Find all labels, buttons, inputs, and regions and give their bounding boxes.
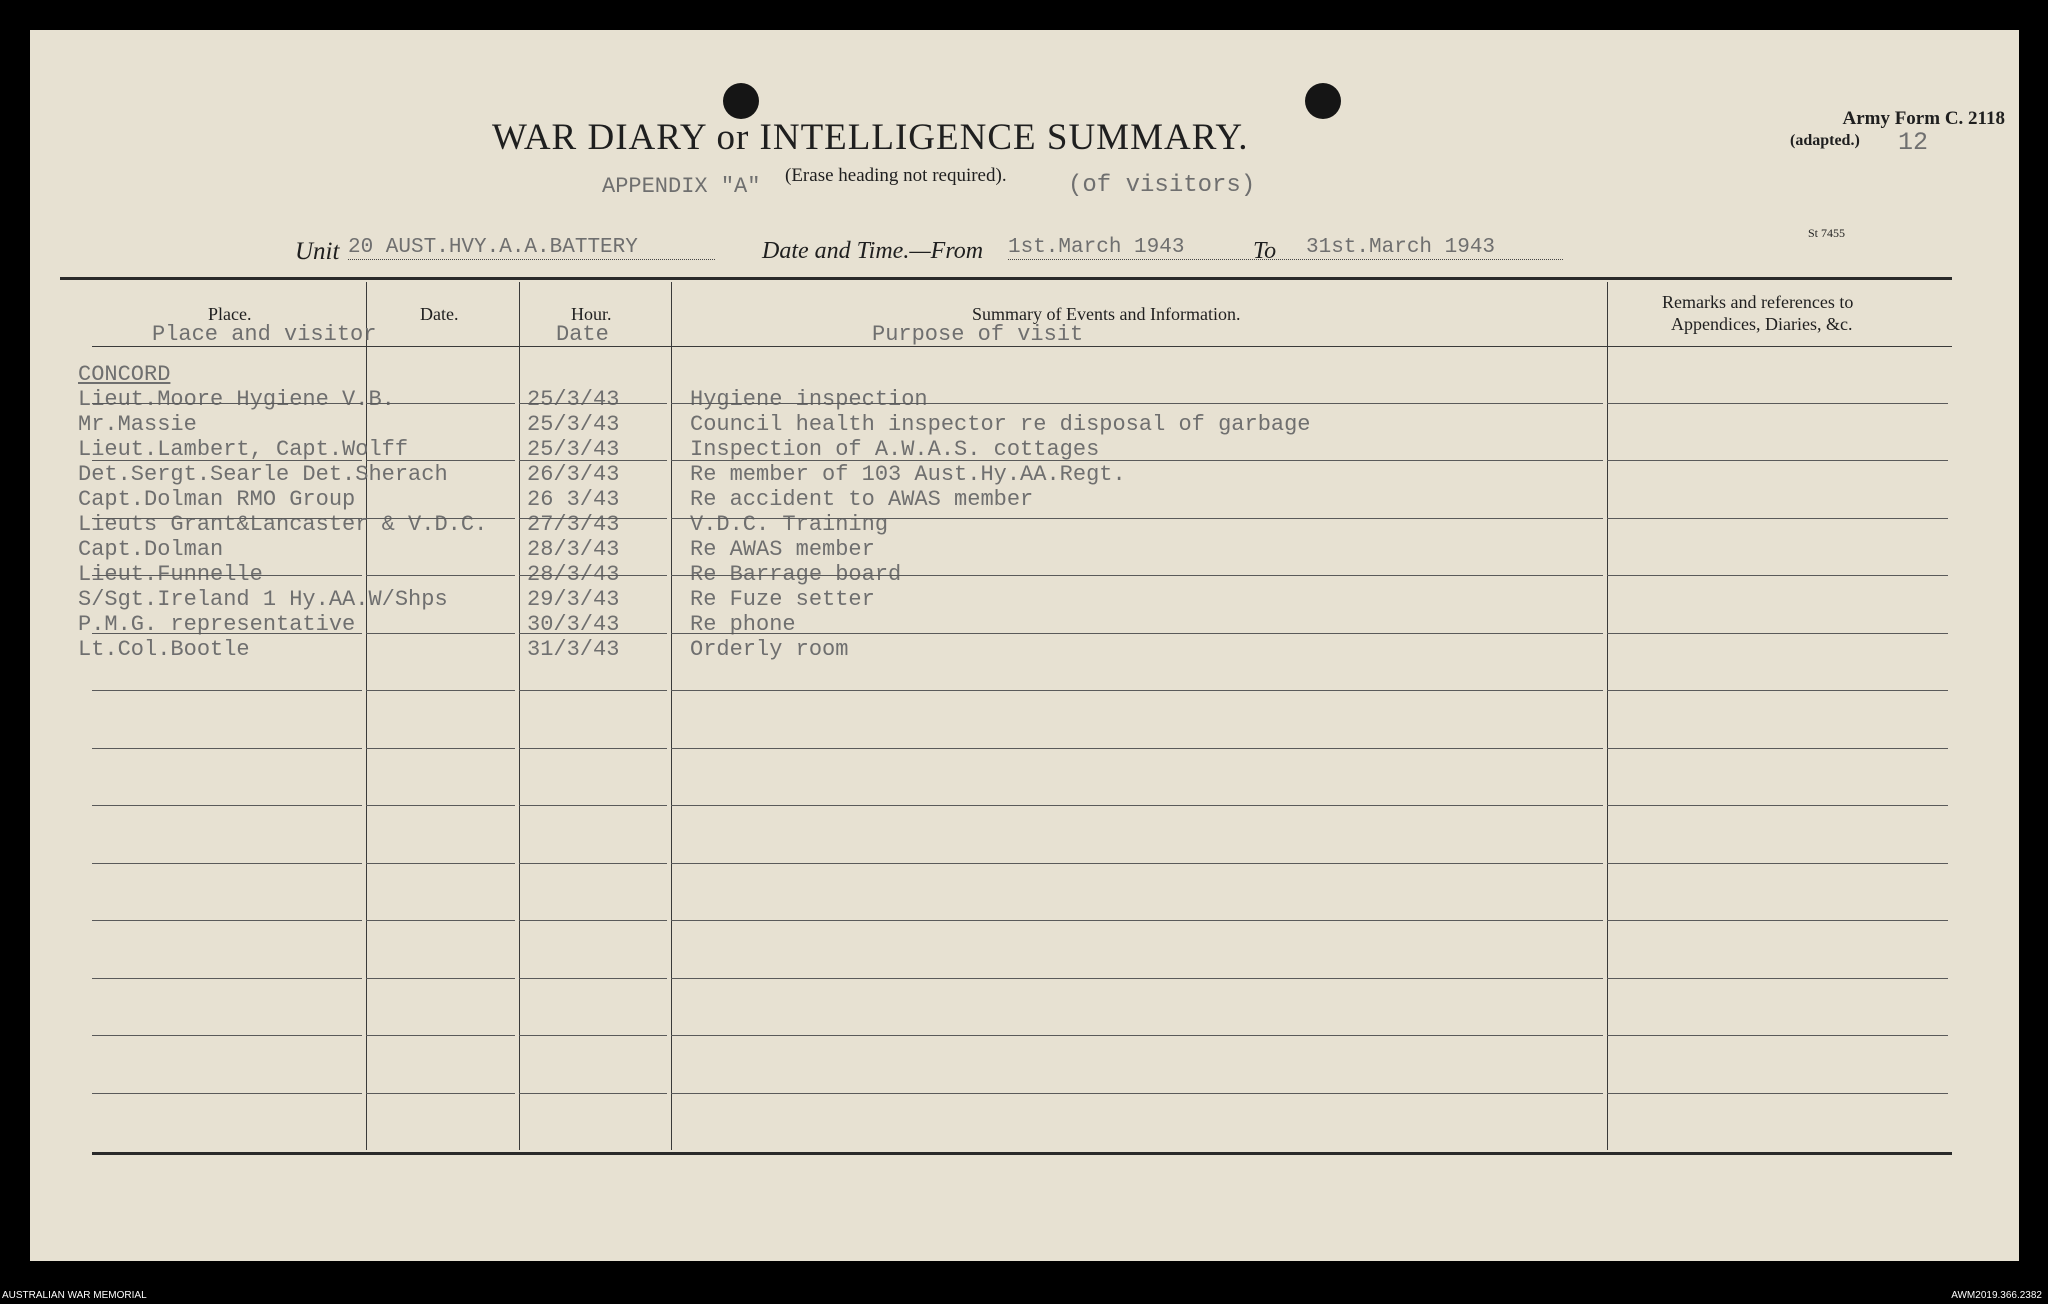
ruled-line <box>92 1035 362 1036</box>
appendix-label: APPENDIX "A" <box>602 174 761 199</box>
column-header-date: Date. <box>420 304 459 324</box>
to-date-value: 31st.March 1943 <box>1306 236 1496 259</box>
ruled-line <box>92 805 362 806</box>
ruled-line <box>92 1093 362 1094</box>
ruled-line <box>92 518 362 519</box>
ruled-line <box>1607 403 1948 404</box>
ruled-line <box>1607 1093 1948 1094</box>
ruled-line <box>519 748 667 749</box>
ruled-line <box>92 920 362 921</box>
ruled-line <box>671 460 1603 461</box>
column-divider-summary <box>1607 282 1608 1150</box>
punch-hole-right <box>1305 83 1341 119</box>
form-adapted-note: (adapted.) <box>1790 132 1860 149</box>
ruled-line <box>366 1035 515 1036</box>
entry-purpose: Re phone <box>690 612 796 637</box>
footer-credit: AUSTRALIAN WAR MEMORIAL <box>2 1290 147 1301</box>
entry-purpose: Inspection of A.W.A.S. cottages <box>690 437 1100 462</box>
ruled-line <box>519 1093 667 1094</box>
column-header-place: Place. <box>208 304 252 324</box>
entry-visitor: Lieut.Lambert, Capt.Wolff <box>78 437 409 462</box>
entry-date: 31/3/43 <box>527 637 620 662</box>
ruled-line <box>1607 518 1948 519</box>
entry-visitor: Det.Sergt.Searle Det.Sherach <box>78 462 448 487</box>
ruled-line <box>1607 863 1948 864</box>
ruled-line <box>92 978 362 979</box>
entry-date: 27/3/43 <box>527 512 620 537</box>
ruled-line <box>1607 575 1948 576</box>
to-label: To <box>1253 238 1277 264</box>
from-date-value: 1st.March 1943 <box>1008 236 1185 259</box>
ruled-line <box>1607 978 1948 979</box>
ruled-line <box>519 863 667 864</box>
date-dotted-rule <box>1008 259 1563 260</box>
ruled-line <box>92 690 362 691</box>
entry-purpose: Re Fuze setter <box>690 587 875 612</box>
entry-purpose: V.D.C. Training <box>690 512 889 537</box>
ruled-line <box>366 460 515 461</box>
column-header-remarks-line2: Appendices, Diaries, &c. <box>1671 314 1853 334</box>
ruled-line <box>519 633 667 634</box>
ruled-line <box>671 518 1603 519</box>
entry-visitor: Lieuts Grant&Lancaster & V.D.C. <box>78 512 488 537</box>
unit-value: 20 AUST.HVY.A.A.BATTERY <box>348 236 638 259</box>
table-bottom-rule <box>92 1152 1952 1155</box>
ruled-line <box>366 1093 515 1094</box>
entry-visitor: Lieut.Moore Hygiene V.B. <box>78 387 395 412</box>
ruled-line <box>366 748 515 749</box>
ruled-line <box>1607 1035 1948 1036</box>
entry-purpose: Council health inspector re disposal of garbage <box>690 412 1311 437</box>
ruled-line <box>366 920 515 921</box>
ruled-line <box>671 1035 1603 1036</box>
page-number: 12 <box>1898 128 1929 157</box>
ruled-line <box>671 403 1603 404</box>
section-heading: CONCORD <box>78 362 171 387</box>
entry-purpose: Re AWAS member <box>690 537 875 562</box>
ruled-line <box>366 978 515 979</box>
entry-date: 25/3/43 <box>527 387 620 412</box>
ruled-line <box>519 460 667 461</box>
unit-label: Unit <box>295 238 340 265</box>
ruled-line <box>519 1035 667 1036</box>
ruled-line <box>92 863 362 864</box>
entry-date: 30/3/43 <box>527 612 620 637</box>
ruled-line <box>1607 690 1948 691</box>
ruled-line <box>671 748 1603 749</box>
entry-visitor: Lt.Col.Bootle <box>78 637 250 662</box>
ruled-line <box>519 690 667 691</box>
ruled-line <box>92 460 362 461</box>
ruled-line <box>366 633 515 634</box>
entry-visitor: P.M.G. representative <box>78 612 356 637</box>
ruled-line <box>519 978 667 979</box>
ruled-line <box>366 863 515 864</box>
ruled-line <box>671 575 1603 576</box>
column-divider-hour <box>671 282 672 1150</box>
ruled-line <box>519 805 667 806</box>
ruled-line <box>92 403 362 404</box>
column-header-summary: Summary of Events and Information. <box>972 304 1241 324</box>
entry-date: 29/3/43 <box>527 587 620 612</box>
ruled-line <box>92 748 362 749</box>
entry-purpose: Re Barrage board <box>690 562 902 587</box>
column-divider-place <box>366 282 367 1150</box>
ruled-line <box>519 518 667 519</box>
ruled-line <box>519 403 667 404</box>
column-header-remarks-line1: Remarks and references to <box>1662 292 1854 312</box>
unit-dotted-rule <box>348 259 715 260</box>
army-form-number: Army Form C. 2118 <box>1842 108 2005 129</box>
typed-header-date: Date <box>556 322 609 347</box>
entry-visitor: Capt.Dolman RMO Group <box>78 487 356 512</box>
erase-note: (Erase heading not required). <box>785 165 1007 186</box>
entry-visitor: Lieut.Funnelle <box>78 562 263 587</box>
entry-date: 26/3/43 <box>527 462 620 487</box>
ruled-line <box>671 690 1603 691</box>
ruled-line <box>1607 633 1948 634</box>
entry-date: 26 3/43 <box>527 487 620 512</box>
date-time-label: Date and Time.—From <box>762 238 984 264</box>
entry-purpose: Orderly room <box>690 637 849 662</box>
form-title: WAR DIARY or INTELLIGENCE SUMMARY. <box>492 117 1249 158</box>
ruled-line <box>671 920 1603 921</box>
entry-visitor: Mr.Massie <box>78 412 197 437</box>
entry-date: 25/3/43 <box>527 437 620 462</box>
footer-accession-number: AWM2019.366.2382 <box>1951 1290 2042 1301</box>
ruled-line <box>1607 748 1948 749</box>
entry-purpose: Hygiene inspection <box>690 387 928 412</box>
ruled-line <box>92 633 362 634</box>
column-header-hour: Hour. <box>571 304 612 324</box>
entry-visitor: Capt.Dolman <box>78 537 224 562</box>
ruled-line <box>1607 805 1948 806</box>
visitors-label: (of visitors) <box>1068 172 1256 199</box>
diary-sheet <box>30 30 2019 1261</box>
table-top-rule <box>60 277 1952 280</box>
ruled-line <box>92 575 362 576</box>
entry-visitor: S/Sgt.Ireland 1 Hy.AA.W/Shps <box>78 587 448 612</box>
ruled-line <box>519 920 667 921</box>
print-code: St 7455 <box>1808 226 1846 240</box>
ruled-line <box>1607 920 1948 921</box>
entry-date: 25/3/43 <box>527 412 620 437</box>
ruled-line <box>671 978 1603 979</box>
ruled-line <box>671 1093 1603 1094</box>
ruled-line <box>1607 460 1948 461</box>
ruled-line <box>366 575 515 576</box>
typed-header-purpose: Purpose of visit <box>872 322 1084 347</box>
entry-purpose: Re member of 103 Aust.Hy.AA.Regt. <box>690 462 1126 487</box>
ruled-line <box>366 403 515 404</box>
entry-date: 28/3/43 <box>527 537 620 562</box>
ruled-line <box>671 633 1603 634</box>
typed-header-place-visitor: Place and visitor <box>152 322 377 347</box>
column-divider-date <box>519 282 520 1150</box>
punch-hole-left <box>723 83 759 119</box>
ruled-line <box>366 805 515 806</box>
entry-purpose: Re accident to AWAS member <box>690 487 1034 512</box>
ruled-line <box>671 805 1603 806</box>
ruled-line <box>519 575 667 576</box>
ruled-line <box>671 863 1603 864</box>
ruled-line <box>366 690 515 691</box>
ruled-line <box>366 518 515 519</box>
entry-date: 28/3/43 <box>527 562 620 587</box>
